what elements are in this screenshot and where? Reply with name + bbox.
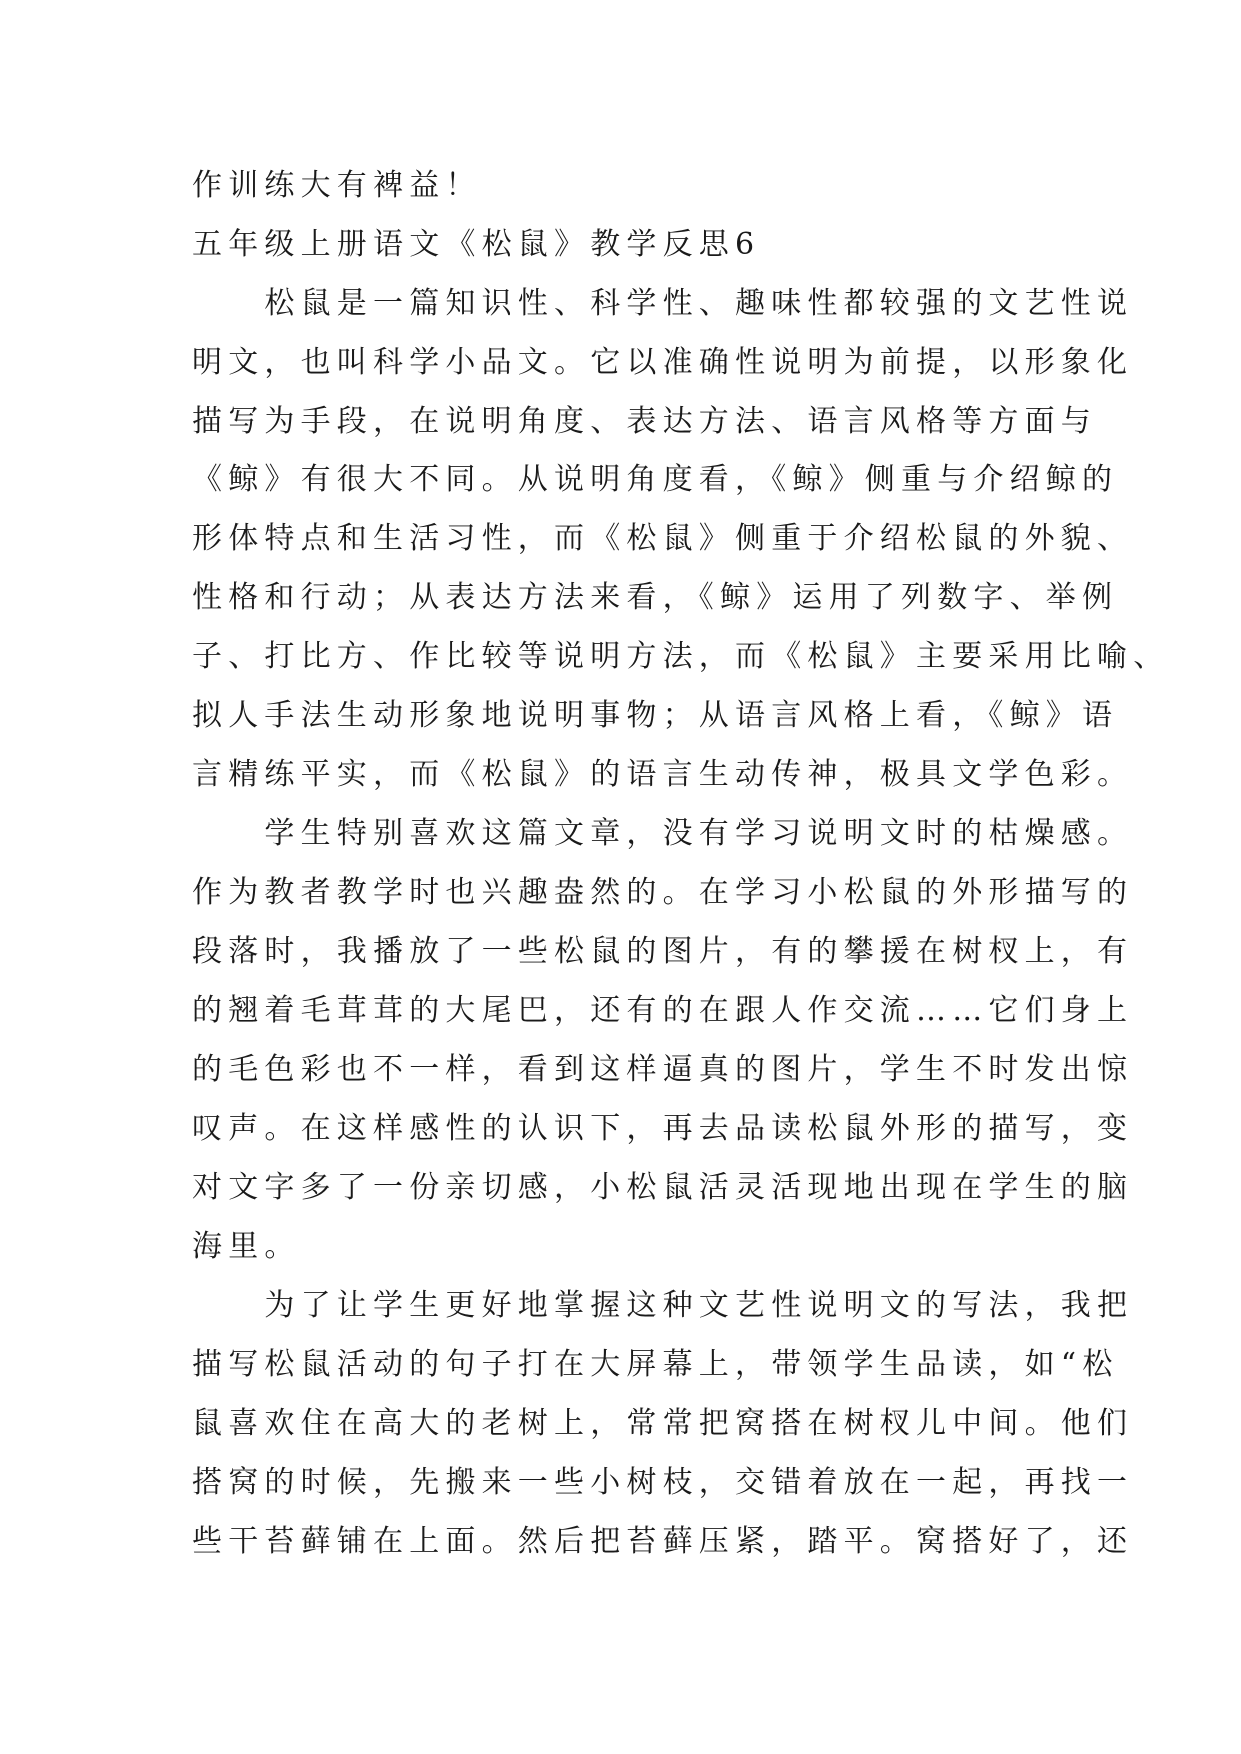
text-line: 描写松鼠活动的句子打在大屏幕上，带领学生品读，如“松 <box>192 1347 1119 1382</box>
text-line: 叹声。在这样感性的认识下，再去品读松鼠外形的描写，变 <box>192 1111 1134 1146</box>
text-line: 言精练平实，而《松鼠》的语言生动传神，极具文学色彩。 <box>192 757 1134 792</box>
text-line: 形体特点和生活习性，而《松鼠》侧重于介绍松鼠的外貌、 <box>192 521 1134 556</box>
text-line: 为了让学生更好地掌握这种文艺性说明文的写法，我把 <box>192 1288 1134 1323</box>
text-line: 些干苔藓铺在上面。然后把苔藓压紧，踏平。窝搭好了，还 <box>192 1524 1134 1559</box>
section-title: 五年级上册语文《松鼠》教学反思6 <box>192 227 761 262</box>
text-line: 作为教者教学时也兴趣盎然的。在学习小松鼠的外形描写的 <box>192 875 1134 910</box>
text-line: 拟人手法生动形象地说明事物；从语言风格上看，《鲸》语 <box>192 698 1119 733</box>
text-line: 鼠喜欢住在高大的老树上，常常把窝搭在树杈儿中间。他们 <box>192 1406 1134 1441</box>
text-line: 搭窝的时候，先搬来一些小树枝，交错着放在一起，再找一 <box>192 1465 1134 1500</box>
text-line: 性格和行动；从表达方法来看，《鲸》运用了列数字、举例 <box>192 580 1119 615</box>
text-line: 的毛色彩也不一样，看到这样逼真的图片，学生不时发出惊 <box>192 1052 1134 1087</box>
text-line: 对文字多了一份亲切感，小松鼠活灵活现地出现在学生的脑 <box>192 1170 1134 1205</box>
text-line: 学生特别喜欢这篇文章，没有学习说明文时的枯燥感。 <box>192 816 1134 851</box>
text-line: 描写为手段，在说明角度、表达方法、语言风格等方面与 <box>192 404 1097 439</box>
text-line: 松鼠是一篇知识性、科学性、趣味性都较强的文艺性说 <box>192 286 1134 321</box>
text-line: 海里。 <box>192 1229 301 1264</box>
text-line: 的翘着毛茸茸的大尾巴，还有的在跟人作交流……它们身上 <box>192 993 1134 1028</box>
text-line: 子、打比方、作比较等说明方法，而《松鼠》主要采用比喻、 <box>192 639 1170 674</box>
text-line: 段落时，我播放了一些松鼠的图片，有的攀援在树杈上，有 <box>192 934 1134 969</box>
text-line: 《鲸》有很大不同。从说明角度看，《鲸》侧重与介绍鲸的 <box>192 462 1119 497</box>
text-line: 作训练大有裨益！ <box>192 168 482 203</box>
text-line: 明文，也叫科学小品文。它以准确性说明为前提，以形象化 <box>192 345 1134 380</box>
